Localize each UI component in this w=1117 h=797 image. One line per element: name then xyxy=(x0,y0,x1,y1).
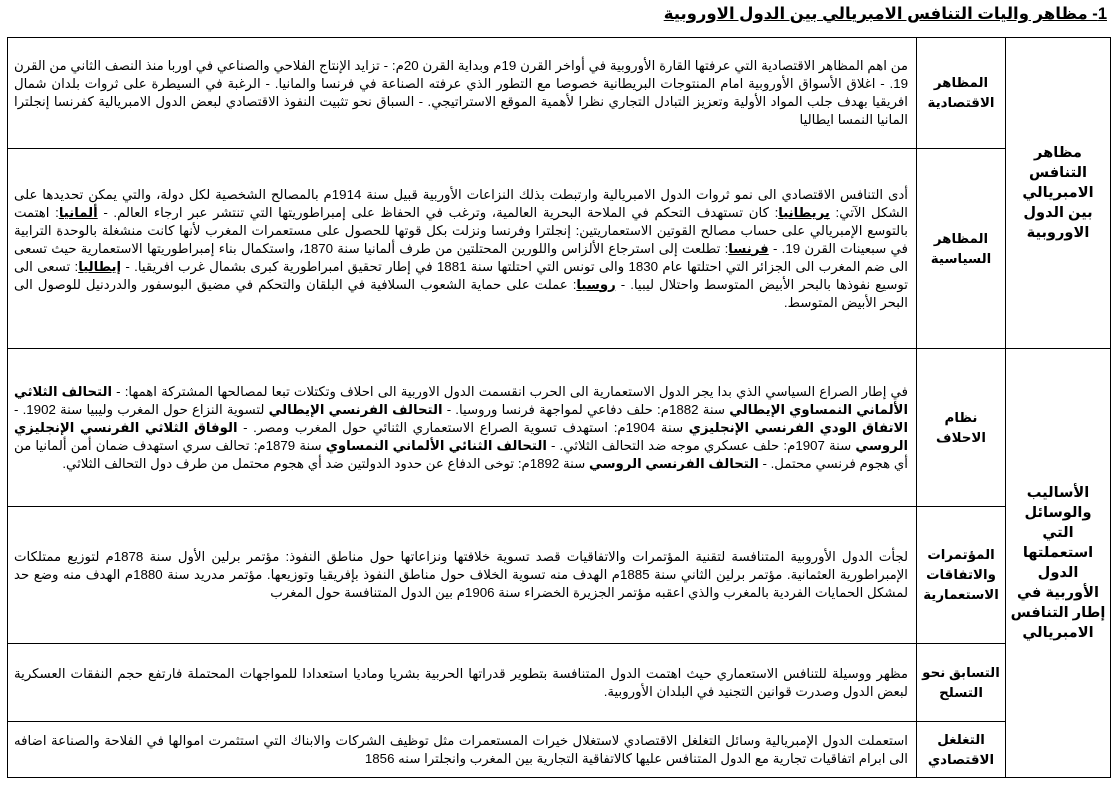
row-topic: نظام الاحلاف xyxy=(917,349,1006,507)
table-row xyxy=(8,722,1111,778)
row-topic: المؤتمرات والاتفاقات الاستعمارية xyxy=(917,507,1006,644)
row-text: من اهم المظاهر الاقتصادية التي عرفتها القارة الأوروبية في أواخر القرن 19م وبداية القرن 20م: - تزايد الإنتاج الفلاحي والصناعي في اوربا منذ النصف الثاني من القرن 19. - اغلاق الأسواق الأوروبية امام المنتوجات البريطانية خصوصا مع التطور الذي عرفته الصناعة في فرنسا والمانيا. - الرغبة في السيطرة على ثروات بلدان شمال افريقيا بهدف جلب المواد الأولية وتعزيز التبادل التجاري نظرا لأهمية الموقع الاستراتيجي. - السباق نحو تثبيت النفوذ الاقتصادي لبعض الدول الامبريالية كفرنسا إنجلترا المانيا النمسا ايطاليا xyxy=(8,38,917,149)
row-topic: التغلغل الاقتصادي xyxy=(917,722,1006,778)
row-text: أدى التنافس الاقتصادي الى نمو ثروات الدول الامبريالية وارتبطت بذلك النزاعات الأوربية قبيل سنة 1914م بالمصالح الشخصية لكل دولة، والتي يمكن تحديدها على الشكل الآتي: بريطانيا: كان تستهدف التحكم في الملاحة البحرية العالمية، وترغب في الحفاظ على إمبراطوريتها التي تنتشر عبر ارجاء العالم. - ألمانيا: اهتمت بالتوسع الإمبريالي على حساب مصالح القوتين الاستعماريتين: إنجلترا وفرنسا ونزلت بكل قوتها للحصول على مستعمرات المغرب لأنها كانت منشغلة بالوحدة الترابية في سبعينات القرن 19. - فرنسا: تطلعت إلى استرجاع الألزاس واللورين المحتلتين من طرف ألمانيا سنة 1870، واستكمال بناء إمبراطوريتها الاستعمارية حيث تسعى الى ضم المغرب الى الجزائر التي احتلتها عام 1830 والى تونس التي احتلتها سنة 1881 في إطار تحقيق امبراطورية كبرى بشمال غرب افريقيا. - إيطاليا: تسعى الى توسيع نفوذها بالبحر الأبيض المتوسط واحتلال ليبيا. - روسيا: عملت على حماية الشعوب السلافية في البلقان والتحكم في مضيق البوسفور والدردنيل للوصول الى البحر الأبيض المتوسط. xyxy=(8,149,917,349)
rivalry-table xyxy=(7,37,1111,778)
row-topic: المظاهر السياسية xyxy=(917,149,1006,349)
row-text: في إطار الصراع السياسي الذي بدا يجر الدول الاستعمارية الى الحرب انقسمت الدول الاوربية الى احلاف وتكتلات تبعا لمصالحها المشتركة اهمها: - التحالف الثلاثي الألماني النمساوي الإيطالي سنة 1882م: حلف دفاعي لمواجهة فرنسا وروسيا. - التحالف الفرنسي الإيطالي لتسوية النزاع حول المغرب وليبيا سنة 1902. - الاتفاق الودي الفرنسي الإنجليزي سنة 1904م: استهدف تسوية الصراع الاستعماري الثنائي حول المغرب ومصر. - الوفاق الثلاثي الفرنسي الإنجليزي الروسي سنة 1907م: حلف عسكري موجه ضد التحالف الثلاثي. - التحالف الثنائي الألماني النمساوي سنة 1879م: تحالف سري استهدف ضمان أمن ألمانيا من أي هجوم فرنسي محتمل. - التحالف الفرنسي الروسي سنة 1892م: توخى الدفاع عن حدود الدولتين ضد أي هجوم محتمل من طرف دول التحالف الثلاثي. xyxy=(8,349,917,507)
row-topic: المظاهر الاقتصادية xyxy=(917,38,1006,149)
row-text: مظهر ووسيلة للتنافس الاستعماري حيث اهتمت الدول المتنافسة بتطوير قدراتها الحربية بشريا وماديا استعدادا للمواجهات المحتملة فارتفع حجم النفقات العسكرية لبعض الدول وصدرت قوانين التجنيد في البلدان الأوروبية. xyxy=(8,644,917,722)
row-text: استعملت الدول الإمبريالية وسائل التغلغل الاقتصادي لاستغلال خيرات المستعمرات مثل توظيف الشركات والابناك التي استثمرت اموالها في الفلاحة والصناعة اضافه الى ابرام اتفاقيات تجارية مع الدول المتنافس عليها كالاتفاقية التجارية بين المغرب وانجلترا سنه 1856 xyxy=(8,722,917,778)
row-text: لجأت الدول الأوروبية المتنافسة لتقنية المؤتمرات والاتفاقيات قصد تسوية خلافتها ونزاعاتها حول مناطق النفوذ: مؤتمر برلين الأول سنة 1878م لتوزيع ممتلكات الإمبراطورية العثمانية. مؤتمر برلين الثاني سنة 1885م الهدف منه تسوية الخلاف حول مناطق النفوذ بإفريقيا وتوزيعها. مؤتمر مدريد سنة 1880م الهدف منه وضع حد لمشكل الحمايات الفردية بالمغرب والذي اعقبه مؤتمر الجزيرة الخضراء سنة 1906م بين الدول المتنافسة حول المغرب xyxy=(8,507,917,644)
table-row xyxy=(8,644,1111,722)
section-label-manifestations: مظاهر التنافس الامبريالي بين الدول الاوروبية xyxy=(1006,38,1111,349)
table-row xyxy=(8,38,1111,149)
table-row xyxy=(8,149,1111,349)
table-row xyxy=(8,507,1111,644)
page-title: 1- مظاهر واليات التنافس الامبريالي بين الدول الاوروبية xyxy=(663,5,1107,23)
row-topic: التسابق نحو التسلح xyxy=(917,644,1006,722)
table-row xyxy=(8,349,1111,507)
section-label-methods: الأساليب والوسائل التي استعملتها الدول الأوربية في إطار التنافس الامبريالي xyxy=(1006,349,1111,778)
